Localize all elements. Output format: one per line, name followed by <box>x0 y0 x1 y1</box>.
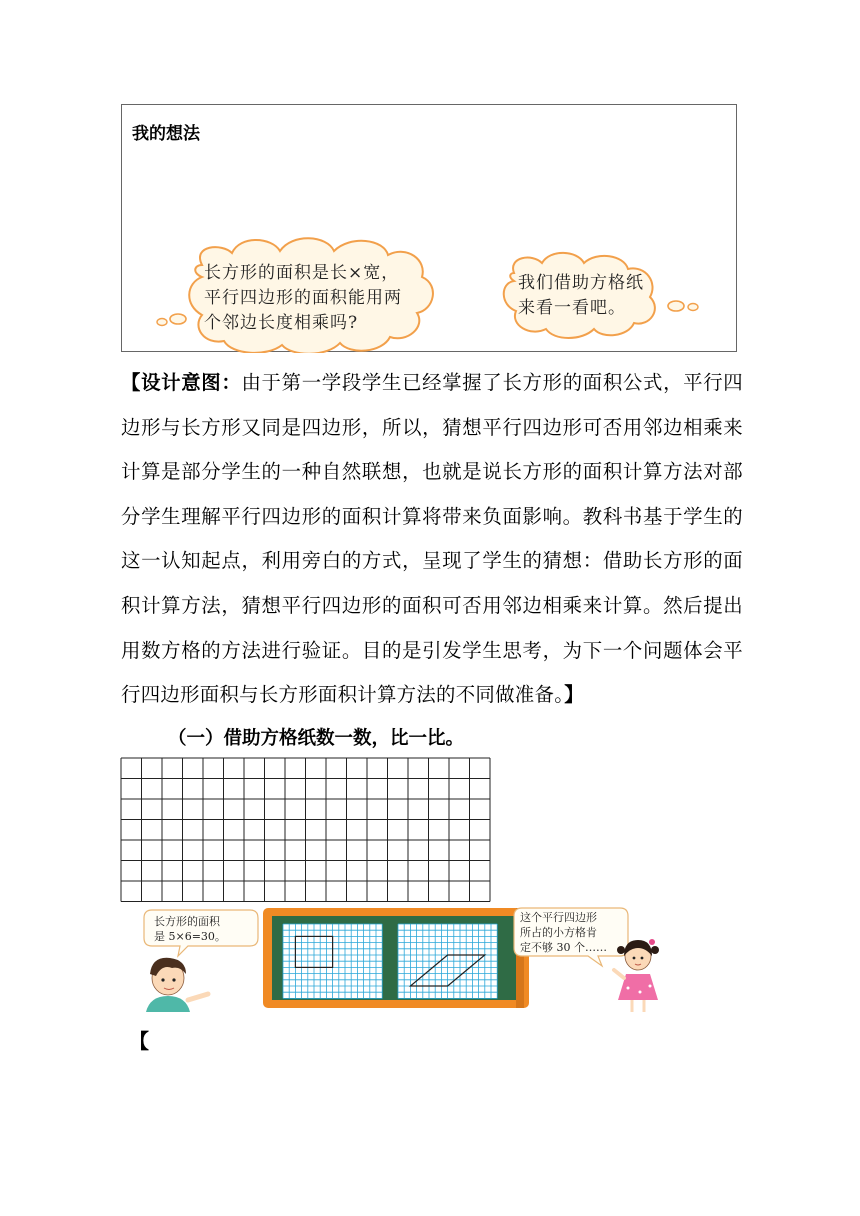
cloud-right-line: 来看一看吧。 <box>518 298 626 318</box>
girl-bubble-text <box>520 910 607 955</box>
cloud-left-line: 个邻边长度相乘吗? <box>204 313 359 333</box>
girl-figure <box>614 939 659 1012</box>
design-intent-label: 【设计意图： <box>121 371 242 394</box>
grid-paper <box>120 757 492 903</box>
design-intent-body: 由于第一学段学生已经掌握了长方形的面积公式，平行四边形与长方形又同是四边形，所以，猜想平行四边形可否用邻边相乘来计算是部分学生的一种自然联想，也就是说长方形的面积计算方法对部分学生理解平行四边形的面积计算将带来负面影响。教科书基于学生的这一认知起点，利用旁白的方式，呈现了学生的猜想：借助长方形的面积计算方法，猜想平行四边形的面积可否用邻边相乘来计算。然后提出用数方格的方法进行验证。目的是引发学生思考，为下一个问题体会平行四边形面积与长方形面积计算方法的不同做准备。 <box>121 371 743 707</box>
design-intent-paragraph <box>121 361 743 718</box>
idea-box-title: 我的想法 <box>132 124 200 144</box>
girl-bubble-line: 定不够 30 个…… <box>520 941 607 954</box>
cloud-left-line: 平行四边形的面积能用两 <box>204 288 402 308</box>
boy-bubble-line: 长方形的面积 <box>154 915 220 928</box>
cloud-right-text <box>518 271 644 321</box>
boy-figure <box>146 958 208 1012</box>
cloud-left-text <box>204 261 402 336</box>
girl-bubble-line: 所占的小方格肯 <box>520 926 597 939</box>
open-bracket: 【 <box>129 1029 149 1053</box>
boy-bubble-text <box>154 914 226 944</box>
girl-bubble-line: 这个平行四边形 <box>520 911 597 924</box>
cloud-right-line: 我们借助方格纸 <box>518 273 644 293</box>
idea-box <box>121 104 737 352</box>
section-heading: （一）借助方格纸数一数，比一比。 <box>168 728 465 749</box>
design-intent-closing: 】 <box>564 683 584 707</box>
boy-bubble-line: 是 5×6=30。 <box>154 930 226 943</box>
cloud-left-line: 长方形的面积是长×宽， <box>204 263 400 283</box>
